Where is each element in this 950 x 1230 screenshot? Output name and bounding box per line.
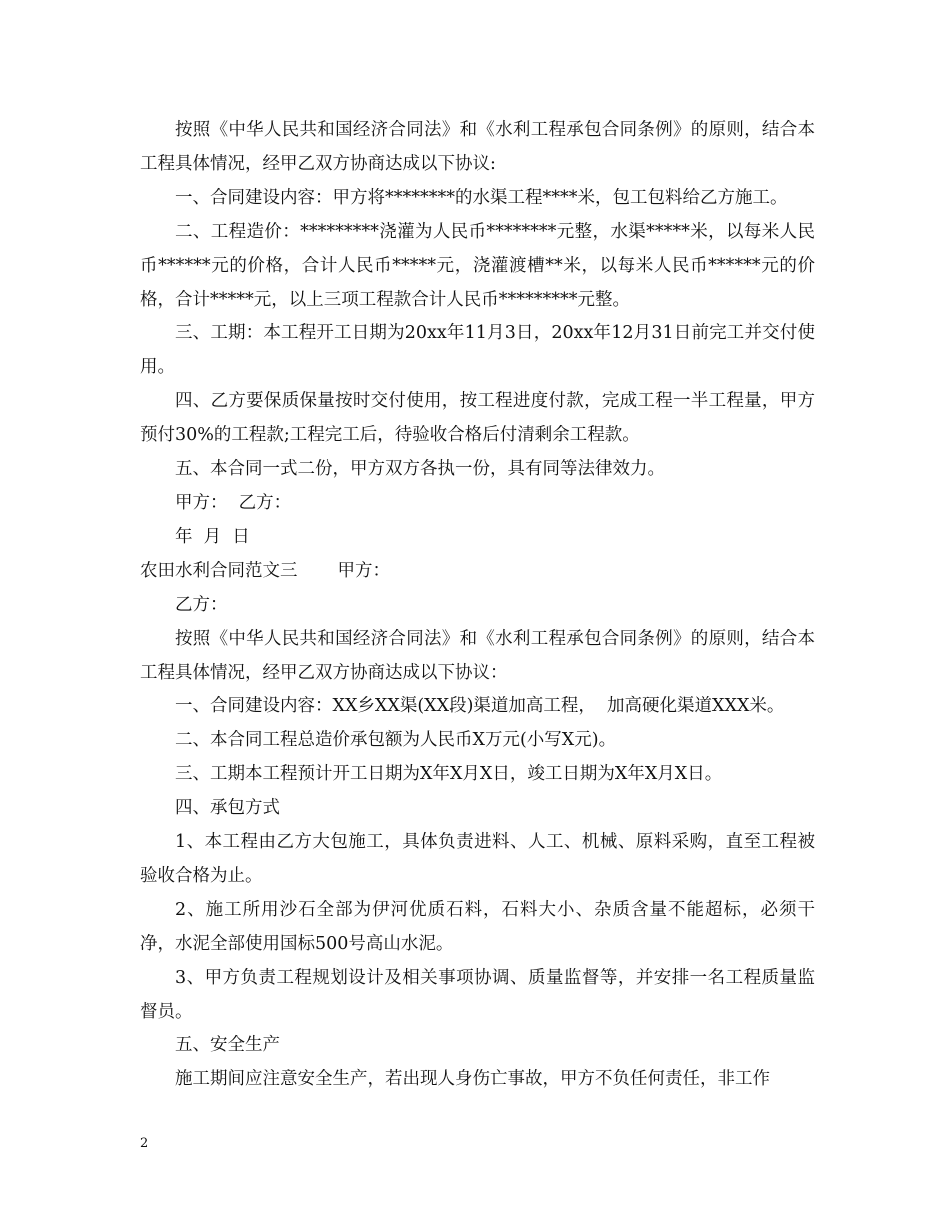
paragraph-clause-2-3: 三、工期本工程预计开工日期为X年X月X日，竣工日期为X年X月X日。 (175, 764, 723, 785)
paragraph-item-3: 3、甲方负责工程规划设计及相关事项协调、质量监督等，并安排一名工程质量监督员。 (140, 967, 815, 1022)
section-heading-line (140, 555, 815, 589)
paragraph-safety: 施工期间应注意安全生产，若出现人身伤亡事故，甲方不负任何责任，非工作 (175, 1069, 770, 1090)
paragraph-item-1: 1、本工程由乙方大包施工，具体负责进料、人工、机械、原料采购，直至工程被验收合格为止。 (140, 832, 815, 886)
paragraph-clause-3: 三、工期：本工程开工日期为20xx年11月3日，20xx年12月31日前完工并交付使用。 (140, 323, 815, 378)
paragraph-clause-2-2: 二、本合同工程总造价承包额为人民币X万元(小写X元)。 (175, 730, 617, 751)
section-party-b: 乙方： (175, 594, 228, 615)
paragraph-clause-2-5: 五、安全生产 (175, 1035, 280, 1056)
signature-parties: 甲方： 乙方： (175, 492, 292, 513)
paragraph-clause-2: 二、工程造价：*********浇灌为人民币********元整，水渠*****米，以每米人民币******元的价格，合计人民币*****元，浇灌渡槽**米，以每米人民币******元的价格，合计*****元，以上三项工程款合计人民币*********元整。 (140, 221, 815, 310)
document-body (140, 114, 815, 1097)
section-title: 农田水利合同范文三 (140, 560, 298, 581)
paragraph-clause-4: 四、乙方要保质保量按时交付使用，按工程进度付款，完成工程一半工程量，甲方预付30%的工程款;工程完工后，待验收合格后付清剩余工程款。 (140, 391, 815, 446)
paragraph-clause-1: 一、合同建设内容：甲方将********的水渠工程****米，包工包料给乙方施工。 (175, 187, 788, 208)
signature-date: 年 月 日 (175, 526, 250, 547)
section-party-a: 甲方： (337, 560, 390, 581)
paragraph-clause-2-1: 一、合同建设内容：XX乡XX渠(XX段)渠道加高工程， 加高硬化渠道XXX米。 (175, 696, 785, 717)
paragraph-preamble-2: 按照《中华人民共和国经济合同法》和《水利工程承包合同条例》的原则，结合本工程具体情况，经甲乙双方协商达成以下协议： (140, 628, 815, 683)
paragraph-clause-2-4: 四、承包方式 (175, 798, 280, 819)
paragraph-preamble: 按照《中华人民共和国经济合同法》和《水利工程承包合同条例》的原则，结合本工程具体情况，经甲乙双方协商达成以下协议: (140, 120, 815, 174)
paragraph-clause-5: 五、本合同一式二份，甲方双方各执一份，具有同等法律效力。 (175, 459, 665, 480)
page-number: 2 (140, 1136, 149, 1151)
paragraph-item-2: 2、施工所用沙石全部为伊河优质石料，石料大小、杂质含量不能超标，必须干净，水泥全部使用国标500号高山水泥。 (140, 899, 815, 954)
